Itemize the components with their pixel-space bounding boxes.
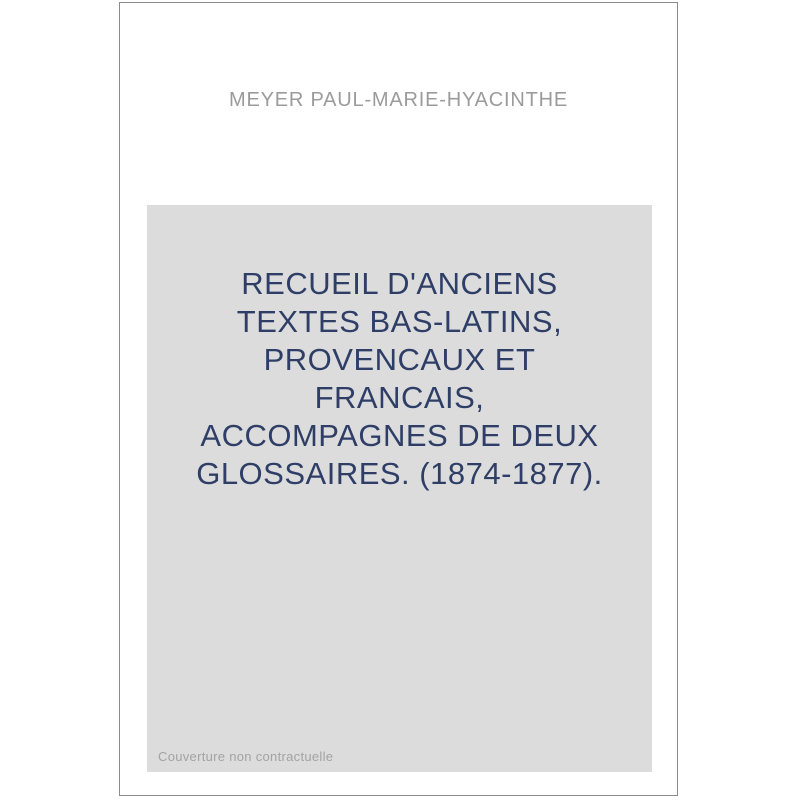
cover-disclaimer: Couverture non contractuelle [158,749,334,764]
book-title-line: GLOSSAIRES. (1874-1877). [196,456,603,491]
book-cover-page [119,2,678,796]
book-title-line: ACCOMPAGNES DE DEUX [200,418,599,453]
book-title-line: PROVENCAUX ET [263,342,536,377]
book-title-line: TEXTES BAS-LATINS, [236,304,563,339]
cover-placeholder-box [147,205,652,772]
book-title-line: RECUEIL D'ANCIENS [241,266,558,301]
book-title [147,265,652,493]
book-title-line: FRANCAIS, [314,380,485,415]
author-name: MEYER PAUL-MARIE-HYACINTHE [229,89,568,111]
